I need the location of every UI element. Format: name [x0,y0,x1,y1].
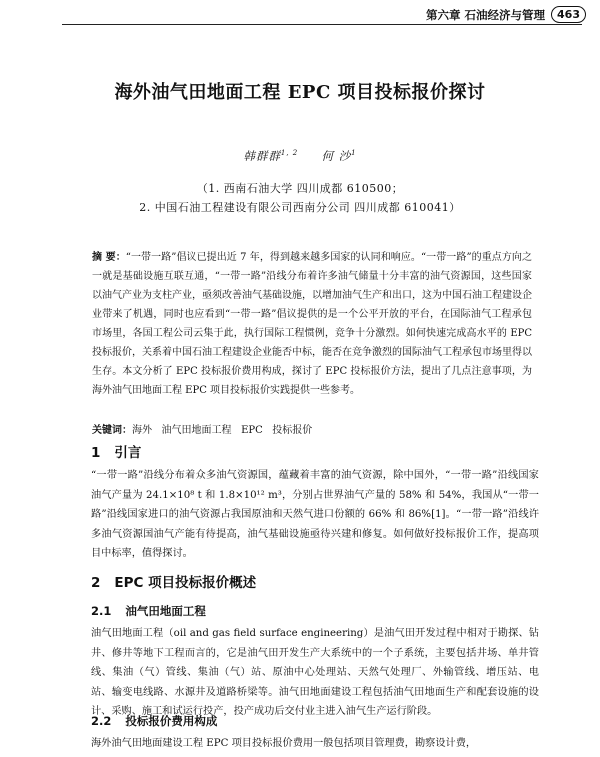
section-1-title: 引言 [114,445,142,461]
section-2-2-paragraph: 海外油气田地面建设工程 EPC 项目投标报价费用一般包括项目管理费，勘察设计费， [91,738,477,749]
section-1-paragraph: “一带一路”沿线分布着众多油气资源国，蕴藏着丰富的油气资源，除中国外，“一带一路”沿线国家油气产量为 24.1×10⁸ t 和 1.8×10¹² m³，分别占世界油气产量的 58% 和 54%，我国从“一带一路”沿线国家进口的油气资源占我国原油和天然气进口份额的 66% 和 86%[1]。“一带一路”沿线许多油气资源国油气产能有待提高，油气基础设施亟待兴建和修复。如何做好投标报价工作，提高项目中标率，值得探讨。 [91,470,539,559]
section-1-number: 1 [91,445,101,461]
section-1-heading [91,441,141,461]
affiliation-2: 2. 中国石油工程建设有限公司西南分公司 四川成都 610041） [139,201,461,214]
section-2-1-number: 2.1 [91,604,112,618]
keywords-label: 关键词： [92,425,132,436]
author-1-affil: 1, 2 [280,149,299,158]
abstract-text: “一带一路”倡议已提出近 7 年，得到越来越多国家的认同和响应。“一带一路”的重点方向之一就是基础设施互联互通，“一带一路”沿线分布着许多油气储量十分丰富的油气资源国，这些国家以油气产业为支柱产业，亟须改善油气基础设施，以增加油气生产和出口，这为中国石油工程建设企业带来了机遇，同时也应看到“一带一路”倡议提供的是一个公平开放的平台，在国际油气工程承包市场里，各国工程公司云集于此，执行国际工程惯例，竞争十分激烈。如何快速完成高水平的 EPC 投标报价，关系着中国石油工程建设企业能否中标，能否在竞争激烈的国际油气工程承包市场里得以生存。本文分析了 EPC 投标报价费用构成，探讨了 EPC 投标报价方法，提出了几点注意事项，为海外油气田地面工程 EPC 项目投标报价实践提供一些参考。 [92,252,533,396]
section-2-2-number: 2.2 [91,714,112,728]
section-2-1-heading [91,603,206,619]
section-2-2-heading [91,713,217,729]
keywords [92,421,532,440]
abstract [92,248,532,400]
chapter-label: 第六章 石油经济与管理 [426,7,546,22]
author-1: 韩群群 [243,149,281,163]
author-2: 何 沙 [321,149,352,163]
section-2-title: EPC 项目投标报价概述 [114,575,257,591]
author-2-affil: 1 [351,149,357,158]
paper-title: 海外油气田地面工程 EPC 项目投标报价探讨 [114,82,486,103]
section-2-1-title: 油气田地面工程 [125,604,206,618]
keywords-text: 海外 油气田地面工程 EPC 投标报价 [132,425,313,436]
author-line [0,148,600,164]
section-2-2-title: 投标报价费用构成 [125,714,218,728]
affiliation-1: （1. 西南石油大学 四川成都 610500； [196,182,404,195]
page-number-badge: 463 [551,6,586,23]
section-2-number: 2 [91,575,101,591]
section-2-heading [91,571,256,591]
header-rule [62,24,582,25]
running-header [426,6,586,23]
abstract-label: 摘 要： [92,252,126,263]
section-2-1-paragraph: 油气田地面工程（oil and gas field surface engineering）是油气田开发过程中相对于勘探、钻井、修井等地下工程而言的，它是油气田开发生产大系统中的一个子系统，主要包括井场、单井管线、集油（气）管线、集油（气）站、原油中心处理站、天然气处理厂、外输管线、增压站、电站、输变电线路、水源井及道路桥梁等。油气田地面建设工程包括油气田地面生产和配套设施的设计、采购、施工和试运行投产，投产成功后交付业主进入油气生产运行阶段。 [91,628,539,717]
